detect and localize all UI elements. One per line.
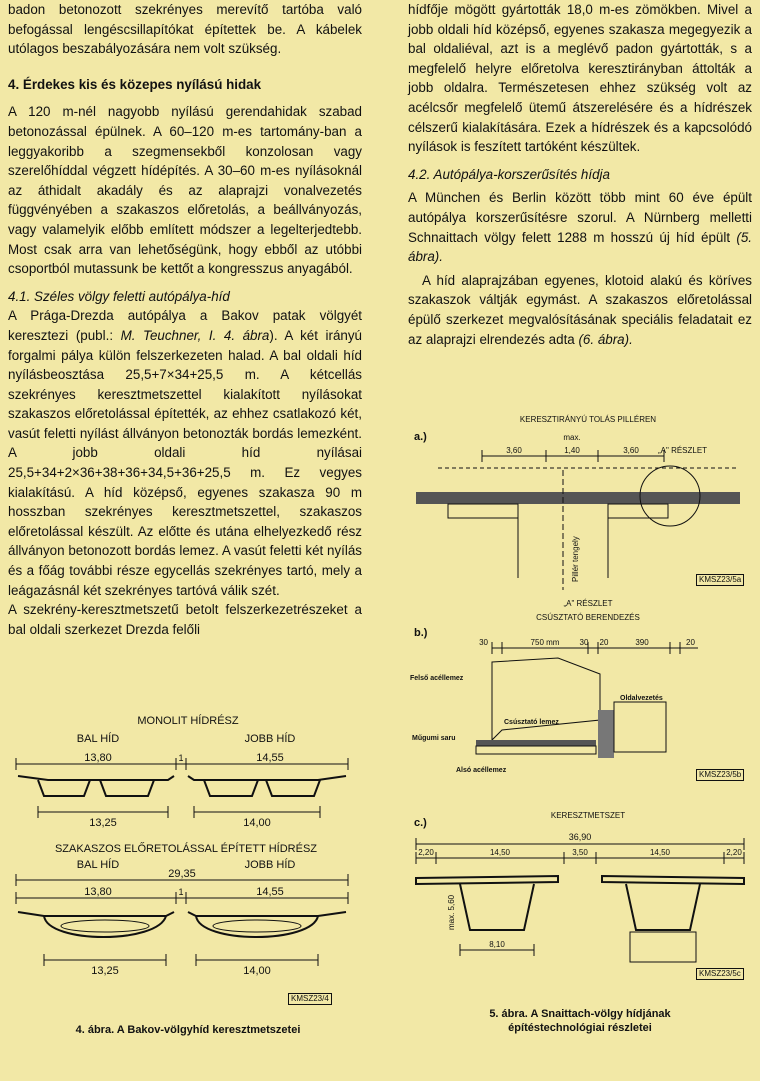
fig4-dim-top-left: 13,80 bbox=[84, 752, 112, 764]
fig4-dim2-top-right: 14,55 bbox=[256, 886, 284, 898]
section-42-paragraph-a: A München és Berlin között több mint 60 éve épült autópálya korszerűsítésre szorul. A Nürnberg melletti Schnaittach völgy felett 1288 m hosszú új híd épült (5. ábra). bbox=[408, 190, 752, 265]
fig4-caption: 4. ábra. A Bakov-völgyhíd keresztmetszetei bbox=[75, 1024, 301, 1036]
fig5-caption bbox=[408, 1007, 752, 1035]
fig5b-mugumi-label: Műgumi saru bbox=[412, 735, 456, 742]
fig4-dim-total: 29,35 bbox=[168, 868, 196, 880]
fig4-left-label: BAL HÍD bbox=[76, 733, 120, 745]
fig5b-oldal-label: Oldalvezetés bbox=[620, 695, 663, 702]
fig5b-also-label: Alsó acéllemez bbox=[456, 767, 507, 774]
fig5a-max: max. bbox=[563, 433, 581, 442]
fig5a-dim-3: 3,60 bbox=[623, 446, 639, 455]
fig5c-width: 8,10 bbox=[489, 940, 505, 949]
fig5c-dim-2: 14,50 bbox=[489, 848, 511, 857]
fig4-dim-bot-left: 13,25 bbox=[89, 817, 117, 829]
intro-paragraph: badon betonozott szekrényes merevítő tartóba való befogással lengéscsillapítókat építettek be. A kábelek utólagos beszabályozására nem volt szükség. bbox=[8, 2, 362, 57]
right-column bbox=[408, 0, 752, 349]
fig4-right-label: JOBB HÍD bbox=[244, 733, 296, 745]
fig5c-dim-1: 2,20 bbox=[418, 848, 434, 857]
fig5a-detail-label: „A" RÉSZLET bbox=[658, 446, 708, 455]
fig4-dim2-bot-left: 13,25 bbox=[91, 965, 119, 977]
fig5a-title: KERESZTIRÁNYÚ TOLÁS PILLÉREN bbox=[519, 415, 657, 424]
fig5b-title-2: CSÚSZTATÓ BERENDEZÉS bbox=[536, 613, 640, 622]
fig5a-label: a.) bbox=[414, 431, 427, 443]
fig5a-dim-1: 3,60 bbox=[506, 446, 522, 455]
section-4-paragraph: A 120 m-nél nagyobb nyílású gerendahidak szabad betonozással épülnek. A 60–120 m-es tartomány-ban a leggyakoribb a szegmensekből konzolosan vagy szerelőhíddal végzett hídépítés. A 30–60 m-es nyílásoknál az áthidalt akadály és az alaprajzi vonalvezetés függvényében a szakaszos előretolás, a beállványozás, vagy valamelyik előbb említett módszer a legelterjedtebb. Most csak arra van lehetőségünk, hogy ebből az utóbbi csoportból mutassunk be kettőt a kongresszus anyagából. bbox=[8, 104, 362, 277]
fig4-dim-bot-right: 14,00 bbox=[243, 817, 271, 829]
reference-citation: M. Teuchner, I. 4. ábra bbox=[120, 327, 270, 343]
figure-reference: (5. ábra). bbox=[408, 229, 752, 265]
section-41-heading: 4.1. Széles völgy feletti autópálya-híd bbox=[8, 288, 230, 304]
fig4-dim2-gap: 1 bbox=[178, 887, 184, 897]
fig4-dim2-top-left: 13,80 bbox=[84, 886, 112, 898]
fig5c-total: 36,90 bbox=[568, 832, 592, 842]
left-column bbox=[8, 0, 362, 639]
fig5b-felso-label: Felső acéllemez bbox=[410, 675, 464, 682]
section-41-paragraph: A Prága-Drezda autópálya a Bakov patak völgyét keresztezi (publ.: M. Teuchner, I. 4. ábra). A két irányú forgalmi pálya külön felszerkezeten halad. A bal oldali híd nyílásbeosztása 25,5+7×34+25,5 m. A kétcellás szekrényes keresztmetszettel kialakított nyílásokat szakaszos előretolással építették, az ehhez csatlakozó két, vasút feletti nyílást állványon betonozták bordás lemezként. A jobb oldali híd nyílásai 25,5+34+2×36+38+36+34,5+36+25,5 m. Ez vegyes kialakítású. A híd középső, egyenes szakasza 90 m hosszban szekrényes keresztmetszettel, szakaszos előretolással készült. Az előtte és utána elhelyezkedő rész állványon betonozott bordás lemez. A vasút feletti két nyílás és a főág további része egycellás szekrényes tartó, mely a leágazásnál két szekrényes tartóvá válik szét. bbox=[8, 308, 362, 598]
fig5b-ref-code: KMSZ23/5b bbox=[696, 769, 744, 781]
fig5b-label: b.) bbox=[414, 627, 428, 639]
fig4-ref-code: KMSZ23/4 bbox=[288, 993, 332, 1005]
fig5c-ref-code: KMSZ23/5c bbox=[696, 968, 744, 980]
fig5b-dim-750: 750 mm bbox=[530, 638, 560, 647]
fig5c-title: KERESZTMETSZET bbox=[550, 811, 626, 820]
fig5b-dim-30b: 30 bbox=[579, 638, 589, 647]
fig5c-dim-4: 14,50 bbox=[649, 848, 671, 857]
fig4-dim-gap: 1 bbox=[178, 753, 184, 763]
section-4-heading: 4. Érdekes kis és közepes nyílású hidak bbox=[8, 76, 262, 92]
fig4-right-label-2: JOBB HÍD bbox=[244, 859, 296, 871]
fig5b-dim-20b: 20 bbox=[686, 638, 695, 647]
figure-reference-2: (6. ábra). bbox=[578, 331, 633, 347]
fig5a-axis-label: Pillér tengely bbox=[571, 536, 580, 582]
fig5b-title-1: „A" RÉSZLET bbox=[563, 599, 613, 608]
section-42-paragraph-b: A híd alaprajzában egyenes, klotoid alakú és köríves szakaszok váltják egymást. A szakaszos előretolással épülő szerkezet megvalósításának speciális feladatait ez az alaprajzi elrendezés adta (6. ábra). bbox=[408, 272, 752, 347]
fig5c-height: max. 5,60 bbox=[447, 894, 456, 930]
figure-5-details bbox=[408, 410, 754, 995]
fig5-caption-line-2: építéstechnológiai részletei bbox=[508, 1022, 652, 1034]
fig5c-dim-5: 2,20 bbox=[726, 848, 742, 857]
section-42-heading: 4.2. Autópálya-korszerűsítés hídja bbox=[408, 166, 610, 182]
fig4-title-szakaszos: SZAKASZOS ELŐRETOLÁSSAL ÉPÍTETT HÍDRÉSZ bbox=[54, 843, 318, 855]
fig5b-csusz-label: Csúsztató lemez bbox=[504, 719, 559, 726]
fig4-title-monolit: MONOLIT HÍDRÉSZ bbox=[137, 715, 239, 727]
fig4-left-label-2: BAL HÍD bbox=[76, 859, 120, 871]
fig4-dim-top-right: 14,55 bbox=[256, 752, 284, 764]
continued-paragraph: hídfője mögött gyártották 18,0 m-es zömökben. Mivel a jobb oldali híd középső, egyenes szakasza megegyezik a bal oldaliéval, azt is a meglévő padon gyártották, s a megfelelő helyre előretolva keresztirányban áttolták a jobb oldalra. Természetesen ehhez szükség volt az acélcsőr megfelelő ütemű átszerelésére és a hídrészek célszerű kialakítására. Ezek a hídrészek és a kapcsolódó nyílások is feszített tartóként készültek. bbox=[408, 2, 752, 155]
fig4-dim2-bot-right: 14,00 bbox=[243, 965, 271, 977]
section-41-paragraph-continued: A szekrény-keresztmetszetű betolt felszerkezetrészeket a bal oldali szerkezet Drezda felőli bbox=[8, 602, 362, 637]
fig5-caption-line-1: 5. ábra. A Snaittach-völgy hídjának bbox=[489, 1008, 671, 1020]
figure-4-cross-sections bbox=[8, 712, 368, 1012]
fig5a-ref-code: KMSZ23/5a bbox=[696, 574, 744, 586]
fig5b-dim-20: 20 bbox=[599, 638, 609, 647]
fig5a-dim-2: 1,40 bbox=[564, 446, 580, 455]
fig5c-label: c.) bbox=[414, 817, 427, 829]
fig5b-dim-30: 30 bbox=[479, 638, 488, 647]
fig5c-dim-3: 3,50 bbox=[572, 848, 588, 857]
fig5b-dim-390: 390 bbox=[635, 638, 649, 647]
